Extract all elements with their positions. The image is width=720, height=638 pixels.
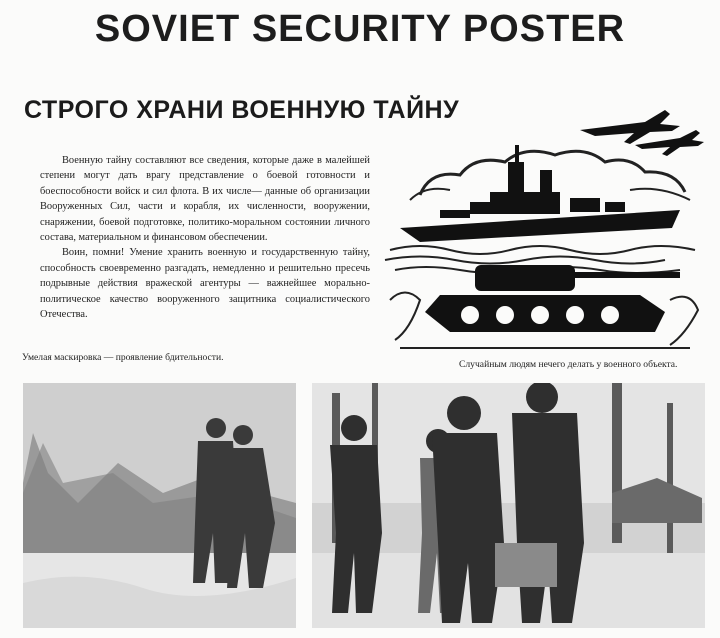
soldier-stopping-civilians-photo — [312, 383, 705, 628]
jet-icon — [580, 110, 704, 156]
caption-left: Умелая маскировка — проявление бдительности. — [22, 352, 224, 363]
caption-right: Случайным людям нечего делать у военного объекта. — [459, 359, 678, 370]
warship-tank-jets-illustration — [380, 100, 705, 360]
body-text — [40, 153, 370, 322]
poster-headline: СТРОГО ХРАНИ ВОЕННУЮ ТАЙНУ — [24, 96, 460, 124]
soldiers-camouflage-net-photo — [23, 383, 296, 628]
tank-icon — [425, 265, 680, 332]
paragraph-2: Воин, помни! Умение хранить военную и государственную тайну, способность своевременно разгадать, немедленно и решительно пресечь подрывные действия вражеской агентуры — важнейшее морально-политическое качество вооруженного защитника социалистического Отечества. — [40, 247, 370, 321]
warship-icon — [400, 145, 680, 242]
page-title: SOVIET SECURITY POSTER — [94, 8, 626, 50]
paragraph-1: Военную тайну составляют все сведения, которые даже в малейшей степени могут дать врагу представление о боевой готовности и боеспособности войск и сил флота. В их числе— данные об организации Вооруженных Сил, части и корабля, их численности, вооружении, снаряжении, боевой подготовке, политико-моральном состоянии личного состава, материальном и финансовом обеспечении. — [40, 155, 370, 244]
